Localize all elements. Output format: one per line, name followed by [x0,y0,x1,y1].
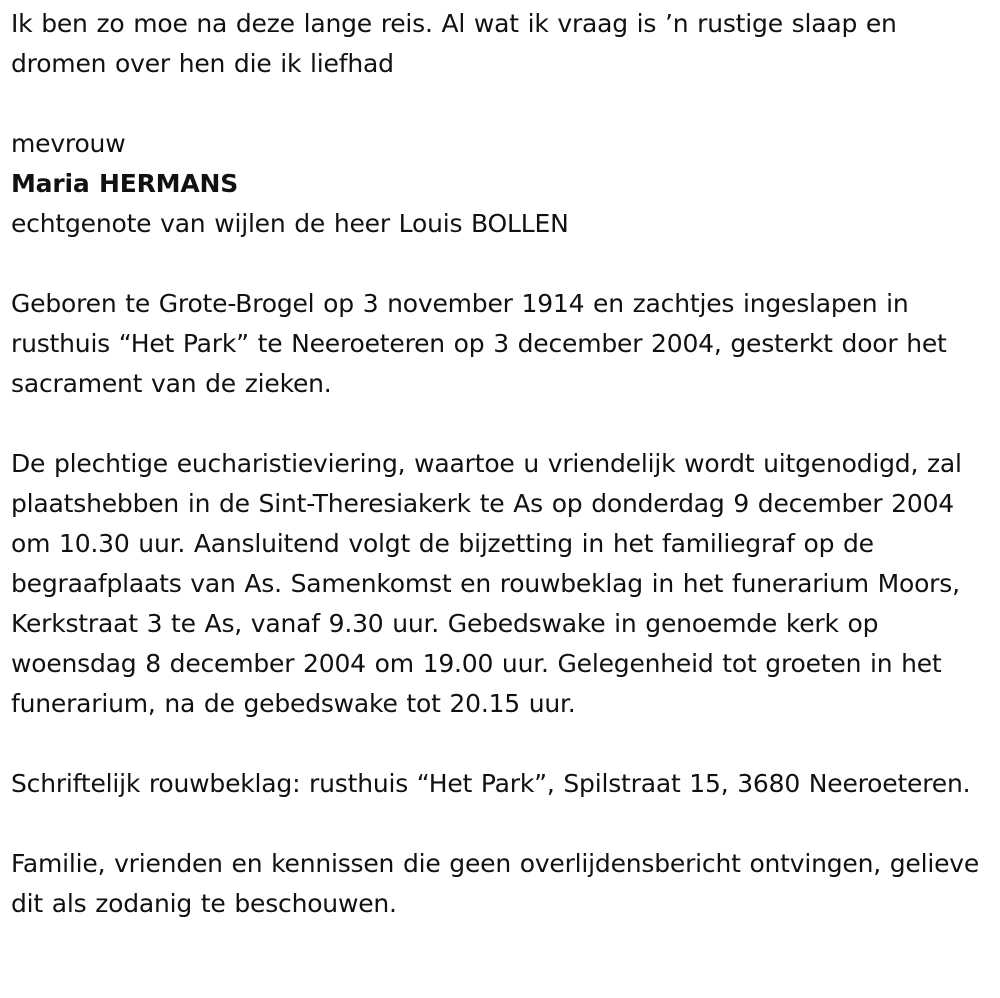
condolence-address-paragraph: Schriftelijk rouwbeklag: rusthuis “Het Park”, Spilstraat 15, 3680 Neeroeteren. [11,769,971,798]
obituary-notice [11,4,995,924]
spouse-line: echtgenote van wijlen de heer Louis BOLLEN [11,209,569,238]
motto-text: Ik ben zo moe na deze lange reis. Al wat ik vraag is ’n rustige slaap en dromen over hen die ik liefhad [11,9,897,78]
ceremony-paragraph: De plechtige eucharistieviering, waartoe u vriendelijk wordt uitgenodigd, zal plaatshebben in de Sint-Theresiakerk te As op donderdag 9 december 2004 om 10.30 uur. Aansluitend volgt de bijzetting in het familiegraf op de begraafplaats van As. Samenkomst en rouwbeklag in het funerarium Moors, Kerkstraat 3 te As, vanaf 9.30 uur. Gebedswake in genoemde kerk op woensdag 8 december 2004 om 19.00 uur. Gelegenheid tot groeten in het funerarium, na de gebedswake tot 20.15 uur. [11,449,962,718]
closing-paragraph: Familie, vrienden en kennissen die geen overlijdensbericht ontvingen, gelieve dit als zodanig te beschouwen. [11,849,980,918]
honorific-title: mevrouw [11,129,126,158]
deceased-name: Maria HERMANS [11,169,239,198]
birth-death-paragraph: Geboren te Grote-Brogel op 3 november 1914 en zachtjes ingeslapen in rusthuis “Het Park” te Neeroeteren op 3 december 2004, gesterkt door het sacrament van de zieken. [11,289,947,398]
